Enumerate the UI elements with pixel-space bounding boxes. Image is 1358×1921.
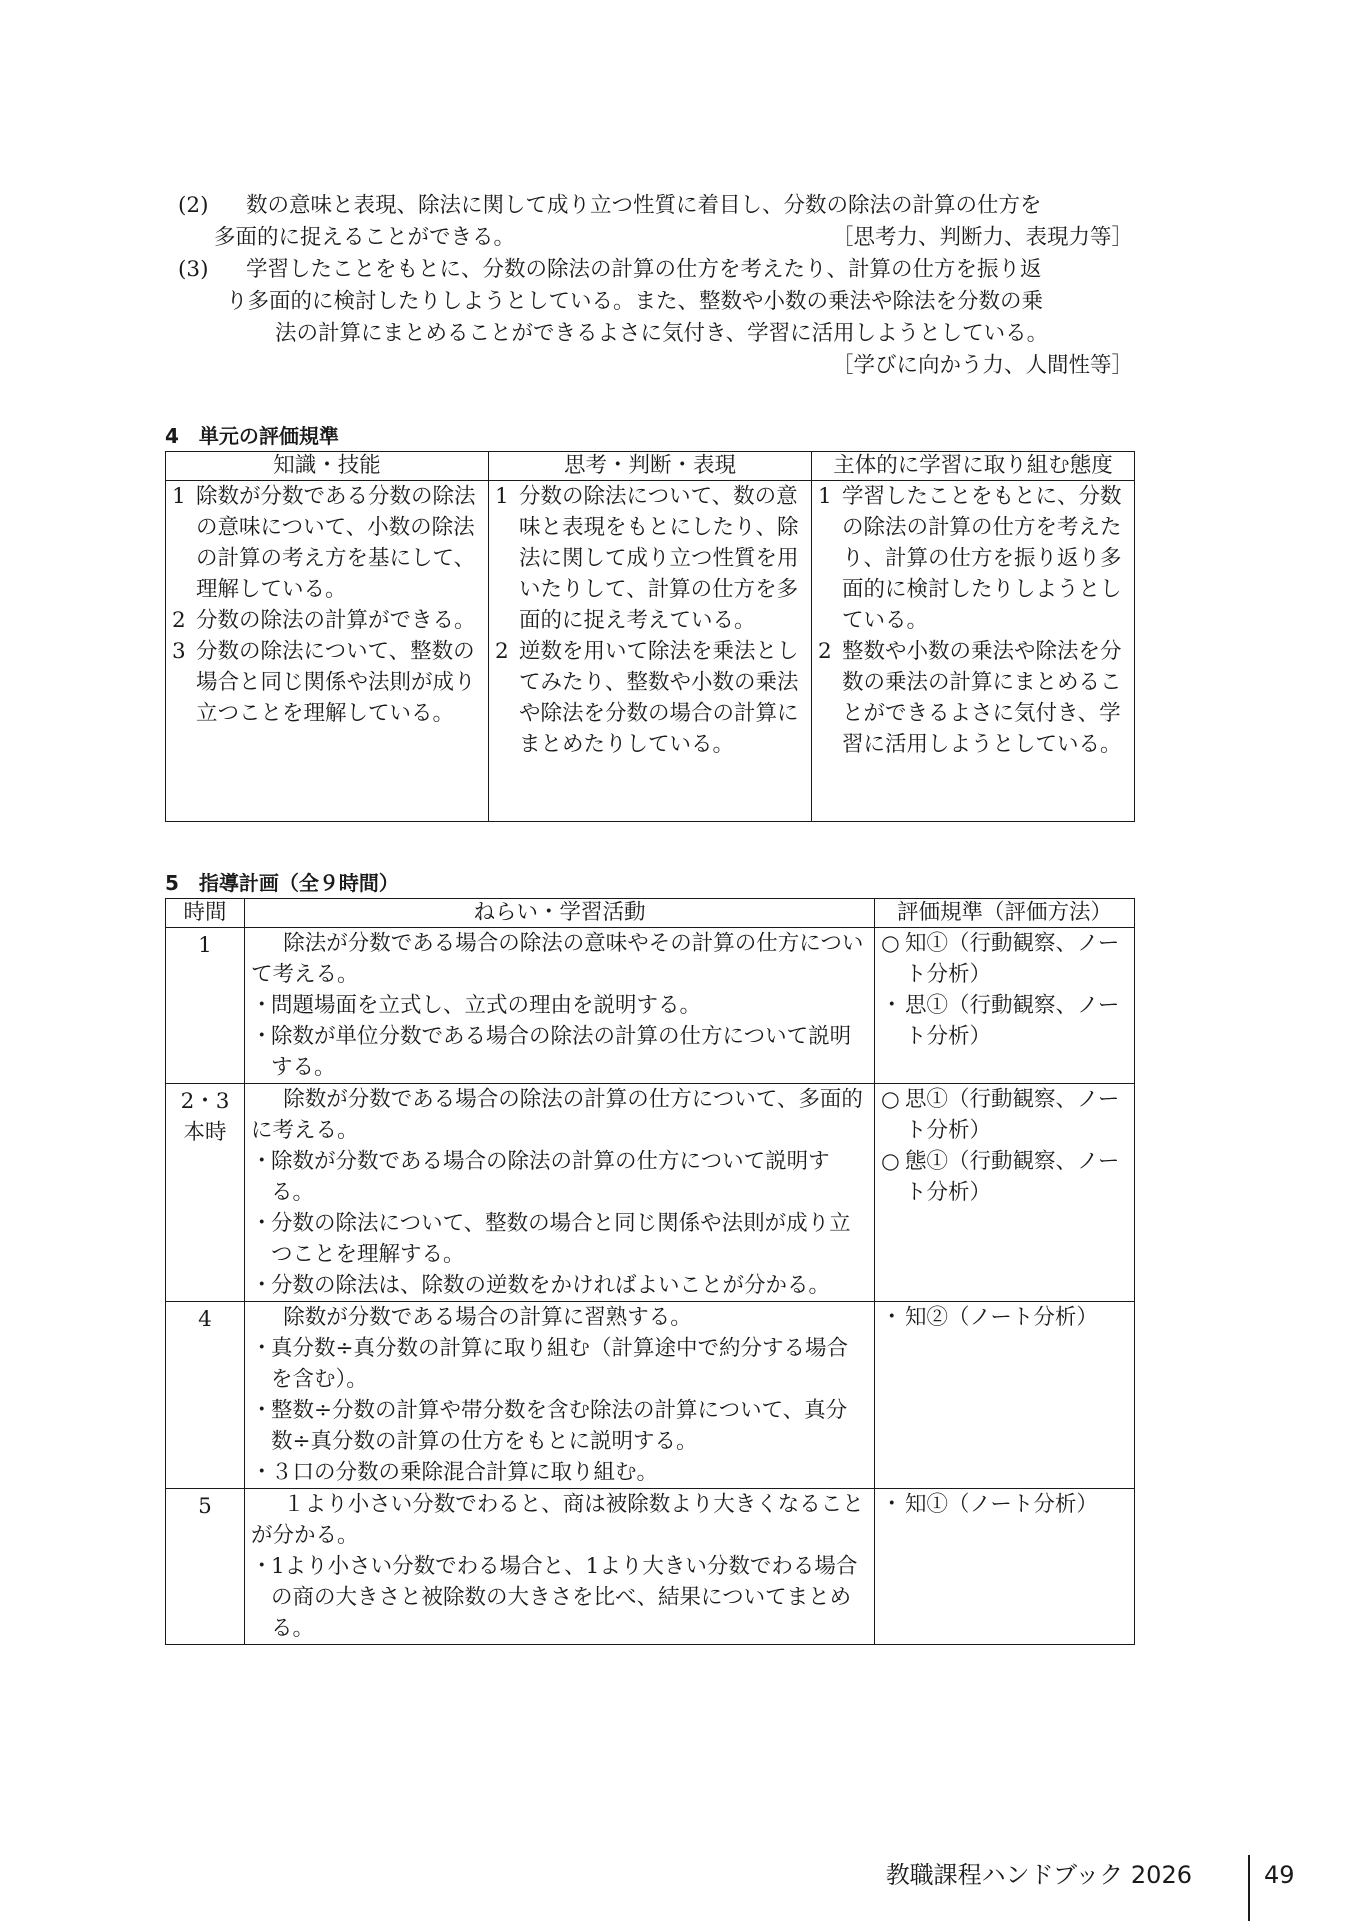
footer-divider [1248,1855,1250,1921]
page-footer [885,1855,1300,1895]
evaluation-cell [875,1084,1135,1302]
criteria-item: 3 分数の除法について、整数の場合と同じ関係や法則が成り立つことを理解している。 [172,639,476,726]
column-header: 思考・判断・表現 [489,452,812,481]
column-header: 主体的に学習に取り組む態度 [812,452,1135,481]
activity-bullet: ・ ３口の分数の乗除混合計算に取り組む。 [251,1460,659,1485]
activity-bullet: ・ 整数÷分数の計算や帯分数を含む除法の計算について、真分数÷真分数の計算の仕方をもとに説明する。 [251,1398,848,1454]
activity-bullet: ・ 1より小さい分数でわる場合と、1より大きい分数でわる場合の商の大きさと被除数の大きさを比べ、結果についてまとめる。 [251,1554,858,1641]
column-header: ねらい・学習活動 [245,899,875,928]
objective-text: り多面的に検討したりしようとしている。また、整数や小数の乗法や除法を分数の乗 [226,289,1044,314]
activity-cell [245,1084,875,1302]
objective-2 [178,190,1133,254]
criteria-item: 1 分数の除法について、数の意味と表現をもとにしたり、除法に関して成り立つ性質を用いたりして、計算の仕方を多面的に捉え考えている。 [495,484,799,633]
period-cell: 5 [166,1489,245,1645]
evaluation-item: ○ 態①（行動観察、ノート分析） [881,1149,1120,1205]
activity-bullet: ・ 分数の除法は、除数の逆数をかければよいことが分かる。 [251,1273,831,1298]
objective-category: ［学びに向かう力、人間性等］ [831,353,1133,378]
evaluation-cell [875,1302,1135,1489]
page-number: 49 [1264,1861,1295,1889]
table-header-row [166,899,1135,928]
plan-table [165,898,1135,1645]
period-cell: 4 [166,1302,245,1489]
table-row [166,1489,1135,1645]
evaluation-cell [875,928,1135,1084]
criteria-item: 1 学習したことをもとに、分数の除法の計算の仕方を考えたり、計算の仕方を振り返り多面的に検討したりしようとしている。 [818,484,1122,633]
lesson-aim: 除法が分数である場合の除法の意味やその計算の仕方について考える。 [251,931,864,987]
objective-number: (3) [178,257,209,282]
period-cell: 1 [166,928,245,1084]
criteria-item: 2 整数や小数の乗法や除法を分数の乗法の計算にまとめることができるよさに気付き、学習に活用しようとしている。 [818,639,1122,757]
criteria-cell-knowledge [166,481,489,822]
criteria-item: 1 除数が分数である分数の除法の意味について、小数の除法の計算の考え方を基にして、理解している。 [172,484,476,602]
evaluation-item: ・ 知①（ノート分析） [881,1492,1098,1517]
activity-bullet: ・ 真分数÷真分数の計算に取り組む（計算途中で約分する場合を含む）。 [251,1336,849,1392]
table-header-row [166,452,1135,481]
evaluation-item: ・ 知②（ノート分析） [881,1305,1098,1330]
column-header: 知識・技能 [166,452,489,481]
section-heading: 4 単元の評価規準 [165,424,339,448]
evaluation-item: ○ 知①（行動観察、ノート分析） [881,931,1120,987]
table-row [166,1084,1135,1302]
criteria-table [165,451,1135,822]
objective-text: 多面的に捉えることができる。 [214,225,516,250]
criteria-item: 2 分数の除法の計算ができる。 [172,608,476,633]
criteria-cell-attitude [812,481,1135,822]
activity-bullet: ・ 除数が分数である場合の除法の計算の仕方について説明する。 [251,1149,830,1205]
objective-text: 学習したことをもとに、分数の除法の計算の仕方を考えたり、計算の仕方を振り返 [246,257,1042,282]
table-row [166,481,1135,822]
activity-bullet: ・ 除数が単位分数である場合の除法の計算の仕方について説明する。 [251,1024,852,1080]
criteria-cell-thinking [489,481,812,822]
activity-cell [245,928,875,1084]
objective-3 [178,254,1133,382]
objective-category: ［思考力、判断力、表現力等］ [831,225,1133,250]
lesson-aim: 除数が分数である場合の計算に習熟する。 [283,1305,692,1330]
activity-bullet: ・ 問題場面を立式し、立式の理由を説明する。 [251,993,702,1018]
criteria-item: 2 逆数を用いて除法を乗法としてみたり、整数や小数の乗法や除法を分数の場合の計算にまとめたりしている。 [495,639,799,757]
table-row [166,928,1135,1084]
lesson-aim: 除数が分数である場合の除法の計算の仕方について、多面的に考える。 [251,1087,863,1143]
lesson-aim: １より小さい分数でわると、商は被除数より大きくなることが分かる。 [251,1492,864,1548]
section-heading: 5 指導計画（全９時間） [165,871,399,895]
objective-number: (2) [178,193,209,218]
activity-cell [245,1302,875,1489]
activity-bullet: ・ 分数の除法について、整数の場合と同じ関係や法則が成り立つことを理解する。 [251,1211,851,1267]
evaluation-item: ・ 思①（行動観察、ノート分析） [881,993,1120,1049]
objective-text: 法の計算にまとめることができるよさに気付き、学習に活用しようとしている。 [275,321,1049,346]
period-cell: 2・3 本時 [166,1084,245,1302]
publication-title: 教職課程ハンドブック 2026 [885,1861,1192,1889]
objective-text: 数の意味と表現、除法に関して成り立つ性質に着目し、分数の除法の計算の仕方を [246,193,1042,218]
evaluation-cell [875,1489,1135,1645]
table-row [166,1302,1135,1489]
activity-cell [245,1489,875,1645]
current-lesson-label: 本時 [183,1120,227,1145]
column-header: 評価規準（評価方法） [875,899,1135,928]
evaluation-item: ○ 思①（行動観察、ノート分析） [881,1087,1120,1143]
column-header: 時間 [166,899,245,928]
